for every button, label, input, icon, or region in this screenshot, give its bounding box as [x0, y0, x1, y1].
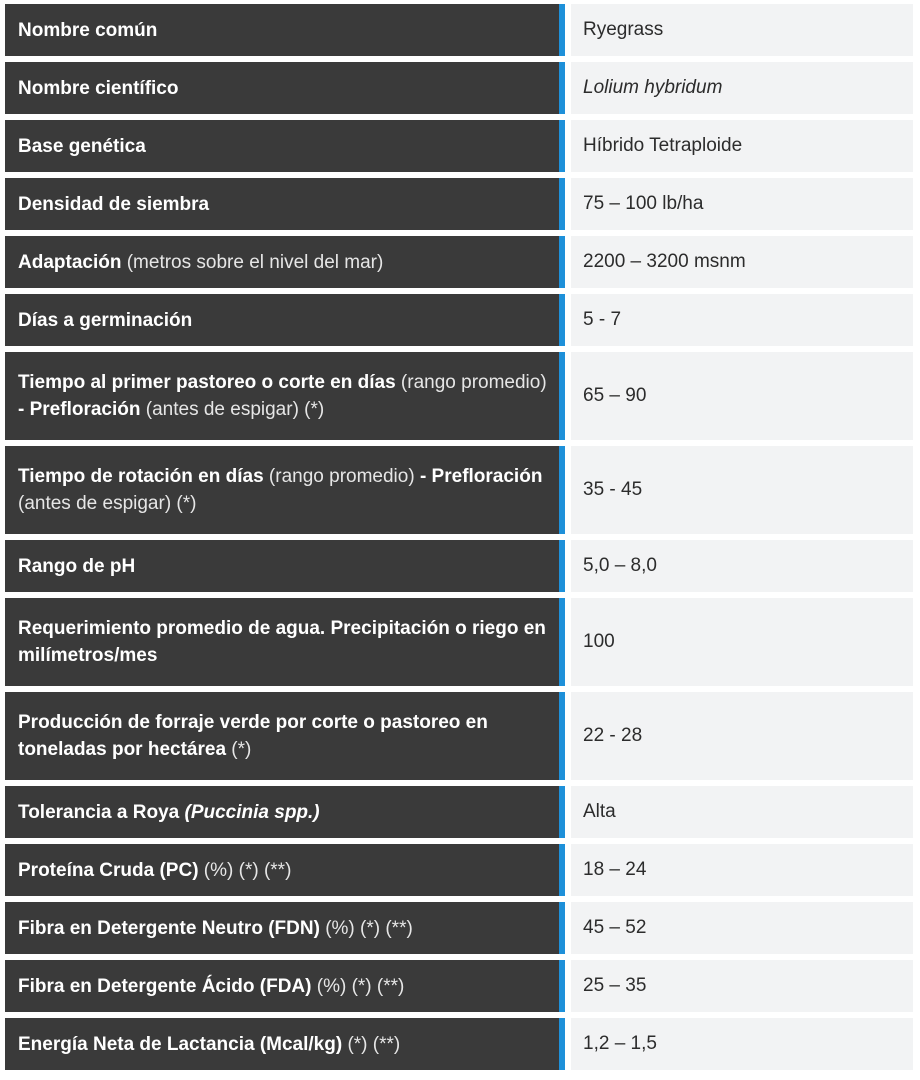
row-label: [5, 446, 565, 534]
row-label-text: [18, 615, 549, 669]
row-label-text: [18, 857, 291, 884]
table-row: [5, 62, 913, 114]
row-label-text: [18, 191, 209, 218]
table-row: [5, 844, 913, 896]
row-label-text: [18, 369, 549, 423]
label-segment: (antes de espigar) (*): [18, 493, 197, 514]
row-value: [571, 236, 913, 288]
row-label-text: [18, 973, 404, 1000]
label-segment: Tolerancia a Roya: [18, 801, 185, 823]
row-label-text: [18, 249, 383, 276]
label-segment: Nombre científico: [18, 77, 179, 99]
row-label-text: [18, 307, 192, 334]
row-value: [571, 844, 913, 896]
row-value-text: 45 – 52: [583, 917, 647, 938]
table-row: [5, 540, 913, 592]
row-label: [5, 294, 565, 346]
label-segment: Densidad de siembra: [18, 193, 210, 215]
row-label: [5, 236, 565, 288]
row-value: [571, 1018, 913, 1070]
row-label-text: [18, 17, 157, 44]
label-segment: (Puccinia spp.): [184, 801, 320, 823]
table-row: [5, 960, 913, 1012]
table-row: [5, 446, 913, 534]
label-segment: - Prefloración: [18, 399, 141, 420]
label-segment: - Prefloración: [419, 466, 543, 487]
row-label-text: [18, 75, 178, 102]
row-value-text: 1,2 – 1,5: [583, 1033, 657, 1054]
table-row: [5, 902, 913, 954]
label-segment: Rango de pH: [18, 555, 136, 577]
table-row: [5, 598, 913, 686]
label-segment: (%) (*) (**): [198, 859, 292, 881]
label-segment: Fibra en Detergente Neutro (FDN): [18, 917, 320, 939]
spec-table: [5, 4, 913, 1076]
row-value: [571, 692, 913, 780]
row-value-text: Alta: [583, 801, 616, 822]
label-segment: (rango promedio): [263, 466, 420, 487]
row-label: [5, 120, 565, 172]
row-label: [5, 960, 565, 1012]
row-value: [571, 294, 913, 346]
label-segment: Producción de forraje verde por corte o pastoreo en toneladas por hectárea: [18, 712, 488, 760]
row-value-text: 35 - 45: [583, 479, 643, 500]
table-row: [5, 178, 913, 230]
row-label: [5, 4, 565, 56]
row-label-text: [18, 709, 549, 763]
row-value-text: 5,0 – 8,0: [583, 555, 657, 576]
row-value: [571, 598, 913, 686]
row-label: [5, 786, 565, 838]
label-segment: (*): [226, 739, 252, 760]
row-label: [5, 352, 565, 440]
row-label-text: [18, 463, 549, 517]
label-segment: Días a germinación: [18, 309, 193, 331]
label-segment: (*) (**): [342, 1033, 401, 1055]
label-segment: Proteína Cruda (PC): [18, 859, 199, 881]
row-label: [5, 178, 565, 230]
label-segment: Tiempo al primer pastoreo o corte en días: [18, 372, 396, 393]
row-label-text: [18, 553, 135, 580]
row-value-text: 18 – 24: [583, 859, 647, 880]
label-segment: (metros sobre el nivel del mar): [121, 251, 384, 273]
row-label-text: [18, 799, 320, 826]
table-row: [5, 294, 913, 346]
row-value: [571, 786, 913, 838]
label-segment: Requerimiento promedio de agua. Precipitación o riego en milímetros/mes: [18, 618, 546, 666]
table-row: [5, 692, 913, 780]
row-value: [571, 902, 913, 954]
row-value: [571, 446, 913, 534]
row-value: [571, 960, 913, 1012]
label-segment: Fibra en Detergente Ácido (FDA): [18, 975, 312, 997]
label-segment: (%) (*) (**): [311, 975, 405, 997]
table-row: [5, 4, 913, 56]
row-value-text: 75 – 100 lb/ha: [583, 193, 704, 214]
label-segment: (rango promedio): [395, 372, 547, 393]
row-value-text: 65 – 90: [583, 385, 647, 406]
row-label: [5, 598, 565, 686]
row-value-text: Ryegrass: [583, 19, 664, 40]
row-value-text: 100: [583, 631, 615, 652]
row-value-text: Híbrido Tetraploide: [583, 135, 743, 156]
row-label: [5, 62, 565, 114]
row-value: [571, 352, 913, 440]
row-label: [5, 1018, 565, 1070]
label-segment: (antes de espigar) (*): [140, 399, 325, 420]
row-value-text: 5 - 7: [583, 309, 622, 330]
row-label: [5, 692, 565, 780]
row-value: [571, 540, 913, 592]
row-label: [5, 902, 565, 954]
table-row: [5, 236, 913, 288]
row-value: [571, 62, 913, 114]
row-label-text: [18, 915, 413, 942]
row-label: [5, 844, 565, 896]
label-segment: Energía Neta de Lactancia (Mcal/kg): [18, 1033, 343, 1055]
table-row: [5, 1018, 913, 1070]
row-value-text: Lolium hybridum: [583, 77, 723, 98]
row-label: [5, 540, 565, 592]
label-segment: Tiempo de rotación en días: [18, 466, 264, 487]
table-row: [5, 352, 913, 440]
table-row: [5, 120, 913, 172]
label-segment: Adaptación: [18, 251, 122, 273]
row-value-text: 25 – 35: [583, 975, 647, 996]
row-value: [571, 120, 913, 172]
label-segment: Nombre común: [18, 19, 158, 41]
label-segment: (%) (*) (**): [319, 917, 413, 939]
table-row: [5, 786, 913, 838]
row-value: [571, 4, 913, 56]
row-value: [571, 178, 913, 230]
label-segment: Base genética: [18, 135, 146, 157]
row-value-text: 2200 – 3200 msnm: [583, 251, 746, 272]
row-label-text: [18, 1031, 400, 1058]
row-label-text: [18, 133, 146, 160]
row-value-text: 22 - 28: [583, 725, 643, 746]
